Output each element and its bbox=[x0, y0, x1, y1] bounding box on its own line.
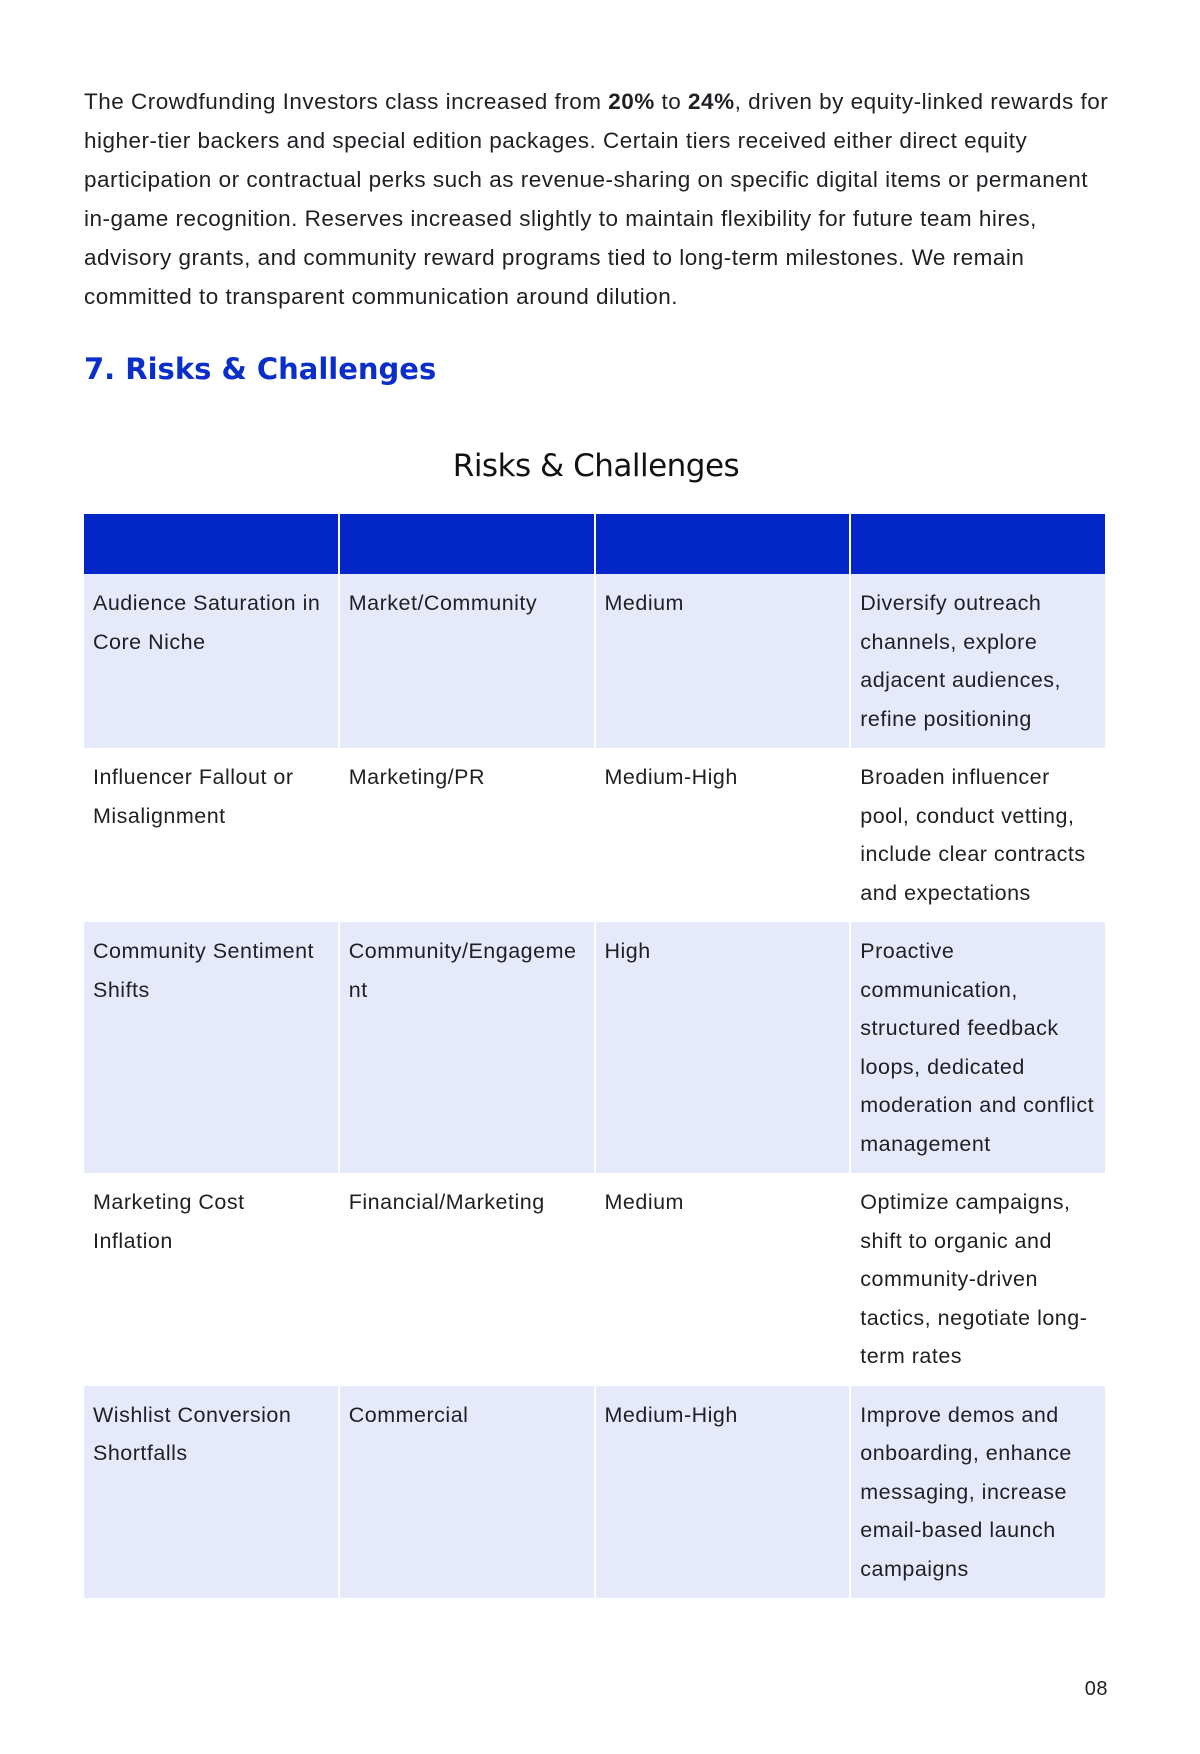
impact-text: Medium-High bbox=[604, 765, 738, 789]
table-row bbox=[84, 1173, 1105, 1386]
mitigation-cell bbox=[851, 1386, 1105, 1599]
impact-text: High bbox=[604, 939, 651, 963]
impact-cell bbox=[596, 748, 850, 922]
category-cell: Marketing/PR bbox=[340, 748, 594, 922]
table-row bbox=[84, 922, 1105, 1173]
table-header-cell-mitigation bbox=[851, 514, 1105, 574]
risk-text: Community Sentiment Shifts bbox=[93, 939, 314, 1002]
table-header-cell-risk bbox=[84, 514, 338, 574]
intro-to-value: 24% bbox=[688, 89, 735, 114]
table-header-cell-category bbox=[340, 514, 594, 574]
mitigation-cell bbox=[851, 922, 1105, 1173]
impact-text: Medium bbox=[604, 1190, 684, 1214]
category-cell: Community/Engagement bbox=[340, 922, 594, 1173]
mitigation-text: Diversify outreach channels, explore adjacent audiences, refine positioning bbox=[860, 591, 1062, 731]
risk-text: Marketing Cost Inflation bbox=[93, 1190, 245, 1253]
section-heading: 7. Risks & Challenges bbox=[84, 352, 437, 386]
table-header bbox=[84, 514, 1105, 574]
table-row bbox=[84, 1386, 1105, 1599]
impact-text: Medium-High bbox=[604, 1402, 738, 1427]
table-title: Risks & Challenges bbox=[452, 448, 740, 484]
mitigation-text: Proactive communication, structured feedback loops, dedicated moderation and conflict management bbox=[860, 939, 1095, 1156]
intro-text-part2: to bbox=[654, 89, 689, 114]
risk-cell bbox=[84, 748, 338, 922]
mitigation-text: Improve demos and onboarding, enhance messaging, increase email-based launch campaigns bbox=[860, 1402, 1072, 1581]
intro-text-part1: The Crowdfunding Investors class increased from bbox=[84, 89, 609, 114]
page-number: 08 bbox=[1084, 1678, 1108, 1700]
impact-text: Medium bbox=[604, 591, 684, 615]
risk-cell bbox=[84, 1386, 338, 1599]
risk-text: Wishlist Conversion Shortfalls bbox=[93, 1402, 292, 1465]
table-header-row bbox=[84, 514, 1105, 574]
category-cell: Commercial bbox=[340, 1386, 594, 1599]
table-row bbox=[84, 748, 1105, 922]
impact-cell bbox=[596, 574, 850, 748]
table-body bbox=[84, 574, 1105, 1598]
document-page bbox=[84, 82, 1109, 1581]
risk-cell bbox=[84, 922, 338, 1173]
intro-from-value: 20% bbox=[608, 89, 655, 114]
risk-text: Influencer Fallout or Misalignment bbox=[93, 765, 294, 828]
risk-cell bbox=[84, 574, 338, 748]
mitigation-text: Broaden influencer pool, conduct vetting, include clear contracts and expectations bbox=[860, 765, 1086, 905]
impact-cell bbox=[596, 922, 850, 1173]
intro-paragraph bbox=[84, 82, 1110, 316]
impact-cell bbox=[596, 1173, 850, 1386]
category-cell: Financial/Marketing bbox=[340, 1173, 594, 1386]
risk-text: Audience Saturation in Core Niche bbox=[93, 591, 321, 654]
mitigation-cell bbox=[851, 748, 1105, 922]
category-cell: Market/Community bbox=[340, 574, 594, 748]
risks-table bbox=[82, 514, 1107, 1598]
mitigation-text: Optimize campaigns, shift to organic and community-driven tactics, negotiate long-term rates bbox=[860, 1190, 1088, 1368]
intro-text-part3: , driven by equity-linked rewards for higher-tier backers and special edition packages. Certain tiers received either direct equity participation or contractual perks such as revenue-sharing on specific digital items or permanent in-game recognition. Reserves increased slightly to maintain flexibility for future team hires, advisory grants, and community reward programs tied to long-term milestones. We remain committed to transparent communication around dilution. bbox=[84, 89, 1109, 309]
risk-cell bbox=[84, 1173, 338, 1386]
mitigation-cell bbox=[851, 1173, 1105, 1386]
table-header-cell-impact bbox=[596, 514, 850, 574]
impact-cell bbox=[596, 1386, 850, 1599]
mitigation-cell bbox=[851, 574, 1105, 748]
table-row bbox=[84, 574, 1105, 748]
